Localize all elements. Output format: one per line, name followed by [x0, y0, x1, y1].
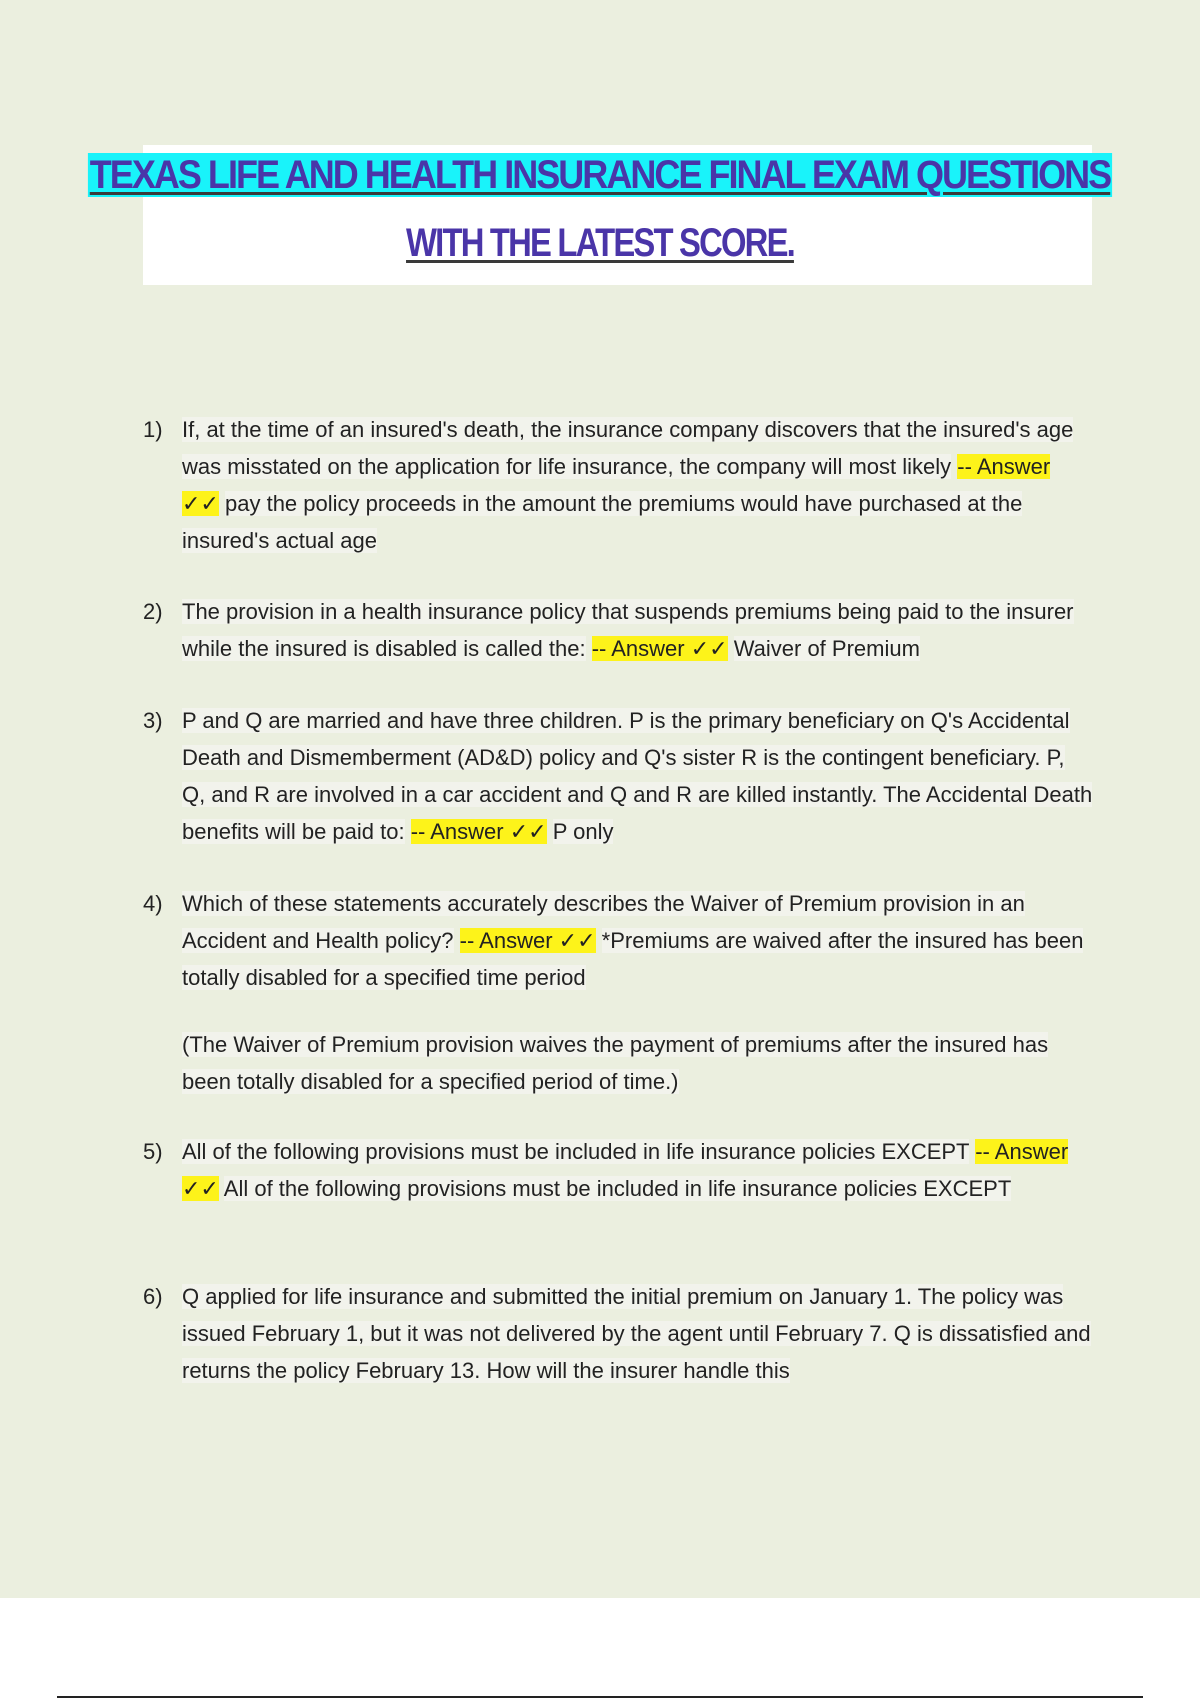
question-item — [143, 593, 1093, 667]
question-body — [182, 885, 1093, 1100]
question-number: 6) — [143, 1284, 163, 1309]
question-body — [182, 1133, 1093, 1207]
question-number: 3) — [143, 708, 163, 733]
answer-note: (The Waiver of Premium provision waives the payment of premiums after the insured has been totally disabled for a specified period of time.) — [182, 1032, 1049, 1094]
answer-text: P only — [552, 819, 614, 844]
answer-text: All of the following provisions must be included in life insurance policies EXCEPT — [223, 1176, 1012, 1201]
question-number: 4) — [143, 891, 163, 916]
question-text: P and Q are married and have three children. P is the primary beneficiary on Q's Accidental Death and Dismemberment (AD&D) policy and Q's sister R is the contingent beneficiary. P, Q, and R are involved in a car accident and Q and R are killed instantly. The Accidental Death benefits will be paid to: — [182, 708, 1093, 844]
question-text: All of the following provisions must be included in life insurance policies EXCEPT — [182, 1139, 970, 1164]
question-item — [143, 1278, 1093, 1389]
question-body — [182, 702, 1093, 850]
question-item — [143, 885, 1093, 1100]
question-text: If, at the time of an insured's death, the insurance company discovers that the insured's age was misstated on the application for life insurance, the company will most likely — [182, 417, 1074, 479]
footer-divider — [57, 1696, 1143, 1698]
answer-marker: -- Answer ✓✓ — [410, 819, 547, 844]
question-item — [143, 1133, 1093, 1207]
question-number: 5) — [143, 1139, 163, 1164]
answer-marker: -- Answer ✓✓ — [182, 1139, 1069, 1201]
answer-text: pay the policy proceeds in the amount the premiums would have purchased at the insured's actual age — [182, 491, 1023, 553]
question-body — [182, 1278, 1093, 1389]
question-body — [182, 593, 1093, 667]
question-number: 2) — [143, 599, 163, 624]
answer-marker: -- Answer ✓✓ — [459, 928, 596, 953]
document-title-line-2: WITH THE LATEST SCORE. — [406, 221, 794, 265]
answer-text: *Premiums are waived after the insured has been totally disabled for a specified time period — [182, 928, 1084, 990]
document-title-line-1: TEXAS LIFE AND HEALTH INSURANCE FINAL EXAM QUESTIONS — [89, 153, 1111, 197]
question-item — [143, 411, 1093, 559]
answer-text: Waiver of Premium — [733, 636, 920, 661]
question-item — [143, 702, 1093, 850]
question-text: The provision in a health insurance policy that suspends premiums being paid to the insurer while the insured is disabled is called the: — [182, 599, 1074, 661]
answer-marker: -- Answer ✓✓ — [182, 454, 1051, 516]
question-text: Which of these statements accurately describes the Waiver of Premium provision in an Accident and Health policy? — [182, 891, 1025, 953]
answer-marker: -- Answer ✓✓ — [591, 636, 728, 661]
question-text: Q applied for life insurance and submitted the initial premium on January 1. The policy was issued February 1, but it was not delivered by the agent until February 7. Q is dissatisfied and returns the policy February 13. How will the insurer handle this — [182, 1284, 1091, 1383]
question-body — [182, 411, 1093, 559]
question-number: 1) — [143, 417, 163, 442]
